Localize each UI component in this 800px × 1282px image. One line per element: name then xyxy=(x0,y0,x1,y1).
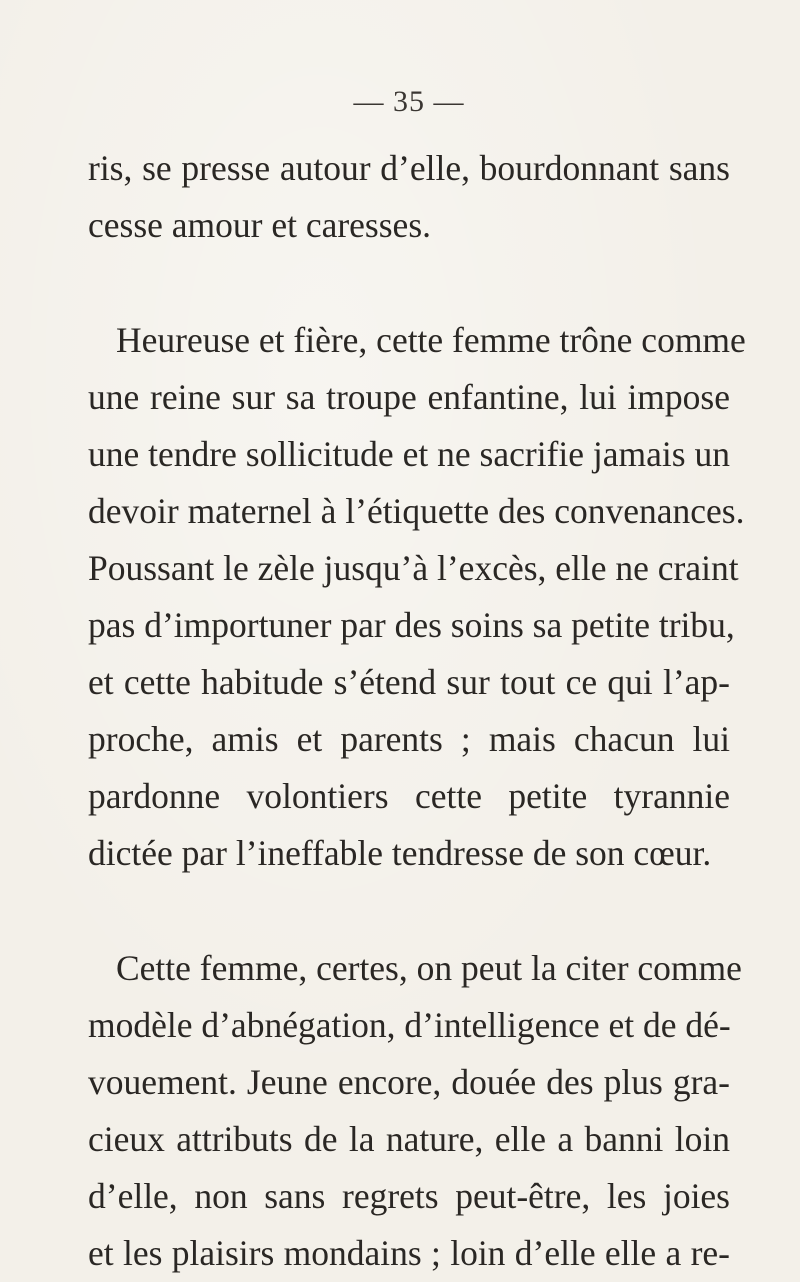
text-line: modèle d’abnégation, d’intelligence et de dé- xyxy=(88,1005,731,1045)
text-line: vouement. Jeune encore, douée des plus gra- xyxy=(88,1062,730,1102)
text-line: et cette habitude s’étend sur tout ce qui l’ap- xyxy=(88,662,730,702)
text-line: Cette femme, certes, on peut la citer comme xyxy=(116,948,742,988)
text-line: pas d’importuner par des soins sa petite tribu, xyxy=(88,605,735,645)
text-line: cieux attributs de la nature, elle a banni loin xyxy=(88,1119,730,1159)
text-line: et les plaisirs mondains ; loin d’elle elle a re- xyxy=(88,1233,730,1273)
text-line: une reine sur sa troupe enfantine, lui impose xyxy=(88,377,730,417)
text-line: Poussant le zèle jusqu’à l’excès, elle ne craint xyxy=(88,548,739,588)
text-line: dictée par l’ineffable tendresse de son cœur. xyxy=(88,833,712,873)
text-line: proche, amis et parents ; mais chacun lui xyxy=(88,719,730,759)
text-line: Heureuse et fière, cette femme trône comme xyxy=(116,320,746,360)
paragraph-2 xyxy=(88,312,746,882)
paragraph-1 xyxy=(88,140,730,254)
page-number: — 35 — xyxy=(353,85,465,118)
text-line: d’elle, non sans regrets peut-être, les joies xyxy=(88,1176,730,1216)
text-line: pardonne volontiers cette petite tyrannie xyxy=(88,776,730,816)
text-line: devoir maternel à l’étiquette des convenances. xyxy=(88,491,745,531)
text-line: ris, se presse autour d’elle, bourdonnant sans xyxy=(88,148,730,188)
text-line: cesse amour et caresses. xyxy=(88,205,432,245)
text-line: une tendre sollicitude et ne sacrifie jamais un xyxy=(88,434,730,474)
